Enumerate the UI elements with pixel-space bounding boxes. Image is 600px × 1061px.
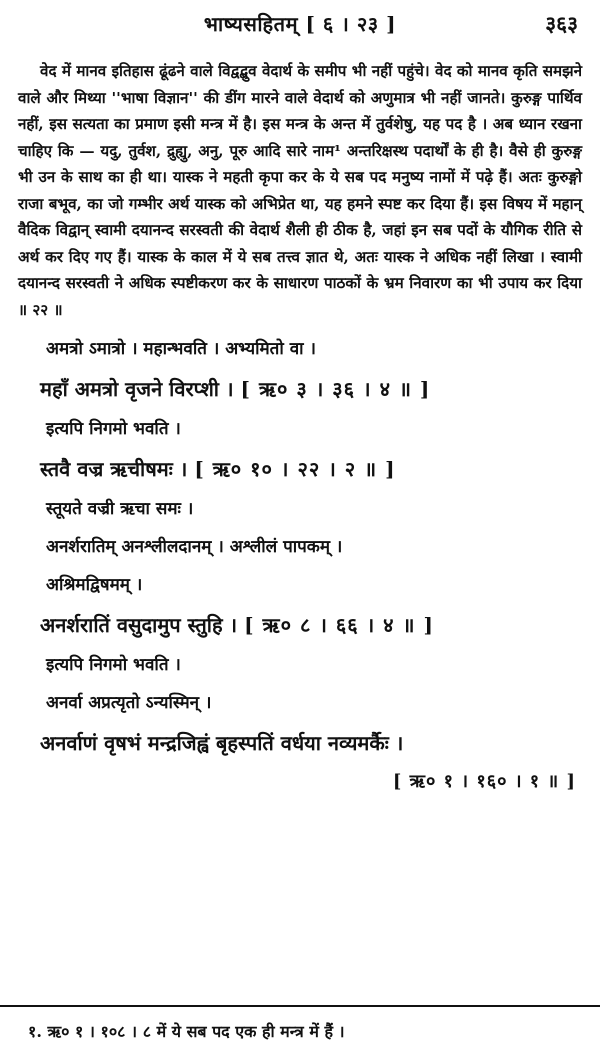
rigveda-reference: [ ऋ० ३ । ३६ । ४ ॥ ] xyxy=(240,377,431,401)
verse-line xyxy=(46,497,582,521)
verse-text: अनर्शरातिं वसुदामुप स्तुहि । xyxy=(40,613,238,637)
running-head xyxy=(18,10,582,40)
verse-text: इत्यपि निगमो भवति । xyxy=(46,419,181,439)
verse-line xyxy=(40,611,582,639)
verse-text: महाँ अमत्रो वृजने विरप्शी । xyxy=(40,377,234,401)
verse-line xyxy=(46,573,582,597)
nirukta-verses xyxy=(18,337,582,793)
verse-line xyxy=(46,691,582,715)
rigveda-reference: [ ऋ० १ । १६० । १ ॥ ] xyxy=(392,771,576,792)
rigveda-reference: [ ऋ० ८ । ६६ । ४ ॥ ] xyxy=(244,613,434,637)
verse-line xyxy=(46,337,582,361)
commentary-paragraph: वेद में मानव इतिहास ढूंढने वाले विद्वद्बुव वेदार्थ के समीप भी नहीं पहुंचे। वेद को मानव कृति समझने वाले और मिथ्या ''भाषा विज्ञान'' की डींग मारने वाले वेदार्थ को अणुमात्र भी नहीं जानते। कुरुङ्ग पार्थिव नहीं, इस सत्यता का प्रमाण इसी मन्त्र में है। इस मन्त्र के अन्त में तुर्वशेषु, यह पद है । अब ध्यान रखना चाहिए कि — यदु, तुर्वश, द्रुह्यु, अनु, पूरु आदि सारे नाम¹ अन्तरिक्षस्थ पदार्थों के ही है। वैसे ही कुरुङ्ग भी उन के साथ का ही था। यास्क ने महती कृपा कर के ये सब पद मनुष्य नामों में पढ़े हैं। अतः कुरुङ्गो राजा बभूव, का जो गम्भीर अर्थ यास्क को अभिप्रेत था, यह हमने स्पष्ट कर दिया हैं। इस विषय में महान् वैदिक विद्वान् स्वामी दयानन्द सरस्वती की वेदार्थ शैली ही ठीक है, जहां इन सब पदों के यौगिक रीति से अर्थ कर दिए गए हैं। यास्क के काल में ये सब तत्त्व ज्ञात थे, अतः यास्क ने अधिक नहीं लिखा । स्वामी दयानन्द सरस्वती ने अधिक स्पष्टीकरण कर के साधारण पाठकों के भ्रम निवारण का भी उपाय कर दिया ॥ २२ ॥ xyxy=(18,62,582,319)
verse-line xyxy=(40,375,582,403)
verse-text: अश्रिमद्विषमम् । xyxy=(46,575,143,595)
verse-text: इत्यपि निगमो भवति । xyxy=(46,655,181,675)
verse-line xyxy=(46,417,582,441)
verse-text: अमत्रो ऽमात्रो । महान्भवति । अभ्यमितो वा । xyxy=(46,339,316,359)
verse-text: अनर्शरातिम् अनश्लीलदानम् । अश्लीलं पापकम् । xyxy=(46,537,343,557)
verse-text: अनर्वाणं वृषभं मन्द्रजिह्वं बृहस्पतिं वर्धया नव्यमर्कैः । xyxy=(40,731,404,755)
verse-line xyxy=(46,535,582,559)
verse-text: अनर्वा अप्रत्यृतो ऽन्यस्मिन् । xyxy=(46,693,212,713)
footnote: १. ऋ० १ । १०८ । ८ में ये सब पद एक ही मन्त्र में हैं । xyxy=(28,1022,345,1041)
running-title: भाष्यसहितम् [ ६ । २३ ] xyxy=(203,12,397,36)
verse-text: स्तवै वज्र ऋचीषमः । xyxy=(40,457,188,481)
page-number: ३६३ xyxy=(545,11,578,36)
verse-line xyxy=(46,653,582,677)
footnote-divider xyxy=(0,1005,600,1007)
verse-line xyxy=(40,729,582,757)
verse-text: स्तूयते वज्री ऋचा समः । xyxy=(46,499,194,519)
rigveda-reference: [ ऋ० १० । २२ । २ ॥ ] xyxy=(194,457,396,481)
verse-line xyxy=(40,455,582,483)
